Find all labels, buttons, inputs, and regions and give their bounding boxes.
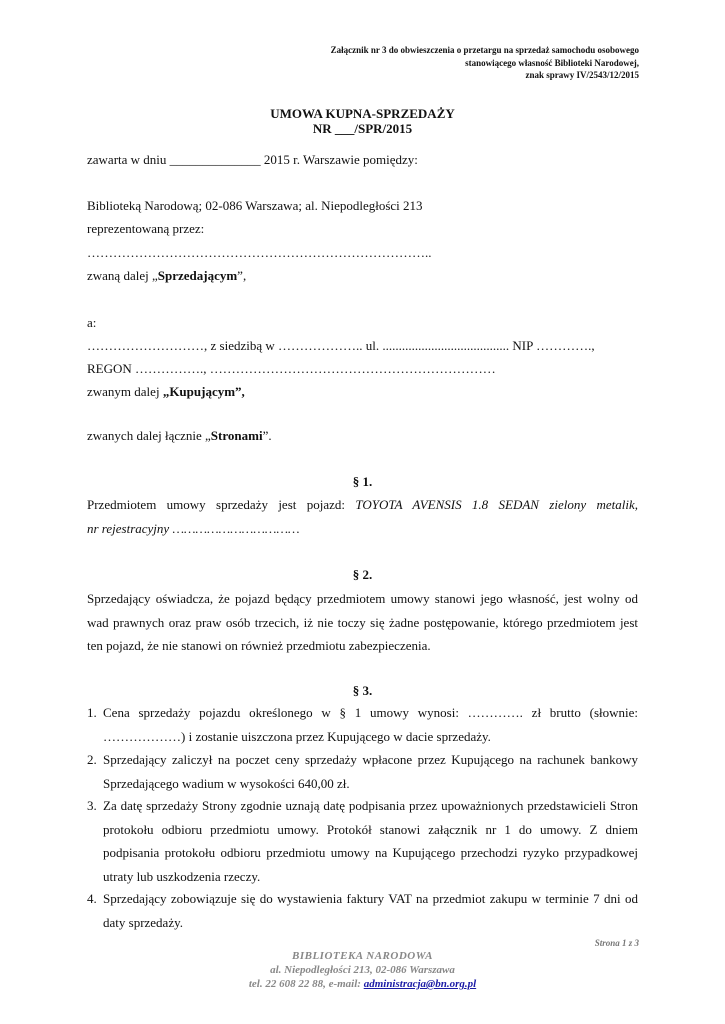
vehicle-description: TOYOTA AVENSIS 1.8 SEDAN zielony metalik,	[355, 497, 638, 512]
buyer-details-line-1: ………………………, z siedzibą w ……………….. ul. ....................................... NIP ………….,	[87, 338, 595, 353]
email-link[interactable]: administracja@bn.org.pl	[363, 978, 477, 990]
list-item: 1. Cena sprzedaży pojazdu określonego w § 1 umowy wynosi: …………. zł brutto (słownie: ………………) i zostanie uiszczona przez Kupującego w dacie sprzedaży.	[87, 705, 638, 744]
document-title: UMOWA KUPNA-SPRZEDAŻY	[270, 106, 455, 121]
footer-contact: tel. 22 608 22 88, e-mail: administracja@bn.org.pl	[248, 978, 477, 990]
header-line-2: stanowiącego własność Biblioteki Narodowej,	[465, 57, 639, 68]
header-line-1: Załącznik nr 3 do obwieszczenia o przetargu na sprzedaż samochodu osobowego	[330, 45, 639, 55]
seller-term: Sprzedającym	[157, 268, 238, 283]
contract-number: NR ___/SPR/2015	[312, 121, 413, 136]
parties-term: Stronami	[210, 428, 263, 443]
section-2-text: Sprzedający oświadcza, że pojazd będący przedmiotem umowy stanowi jego własność, jest wolny od wad prawnych oraz praw osób trzecich, iż nie toczy się żadne postępowanie, którego przedmiotem jest ten pojazd, że nie stanowi on również przedmiotu zabezpieczenia.	[87, 591, 638, 653]
seller-designation: zwaną dalej „Sprzedającym”,	[87, 268, 247, 283]
buyer-designation: zwanym dalej „Kupującym”,	[87, 384, 245, 399]
footer-address: al. Niepodległości 213, 02-086 Warszawa	[270, 964, 455, 976]
list-item: 4. Sprzedający zobowiązuje się do wystawienia faktury VAT na przedmiot zakupu w terminie 7 dni od daty sprzedaży.	[87, 891, 638, 930]
section-2-heading: § 2.	[352, 567, 373, 582]
section-3-heading: § 3.	[352, 683, 373, 698]
header-line-3: znak sprawy IV/2543/12/2015	[525, 70, 639, 80]
attachment-header	[331, 44, 639, 82]
list-item: 3. Za datę sprzedaży Strony zgodnie uznają datę podpisania przez upoważnionych przedstawicieli Stron protokołu odbioru przedmiotu umowy. Protokół stanowi załącznik nr 1 do umowy. Z dniem podpisania protokołu odbioru przedmiotu umowy na Kupującego przechodzi ryzyko przypadkowej utraty lub uszkodzenia rzeczy.	[87, 798, 638, 884]
footer-organization: BIBLIOTEKA NARODOWA	[291, 950, 434, 962]
represented-by-label: reprezentowaną przez:	[87, 221, 205, 236]
buyer-term: „Kupującym”,	[162, 384, 245, 399]
and-label: a:	[87, 315, 97, 330]
list-item: 2. Sprzedający zaliczył na poczet ceny sprzedaży wpłacone przez Kupującego na rachunek bankowy Sprzedającego wadium w wysokości 640,00 zł.	[87, 752, 638, 791]
seller-name: Biblioteką Narodową; 02-086 Warszawa; al. Niepodległości 213	[87, 198, 423, 213]
representative-dots: ……………………………………………………………………..	[87, 245, 432, 260]
section-1-heading: § 1.	[352, 474, 373, 489]
concluded-date-line: zawarta w dniu ______________ 2015 r. Warszawie pomiędzy:	[87, 152, 418, 167]
section-1-text: Przedmiotem umowy sprzedaży jest pojazd: TOYOTA AVENSIS 1.8 SEDAN zielony metalik,	[87, 497, 638, 512]
parties-designation: zwanych dalej łącznie „Stronami”.	[87, 428, 272, 443]
buyer-details-line-2: REGON ……………., …………………………………………………………	[87, 361, 496, 376]
registration-number: nr rejestracyjny ……………………………	[87, 521, 300, 536]
page-number: Strona 1 z 3	[594, 938, 639, 948]
